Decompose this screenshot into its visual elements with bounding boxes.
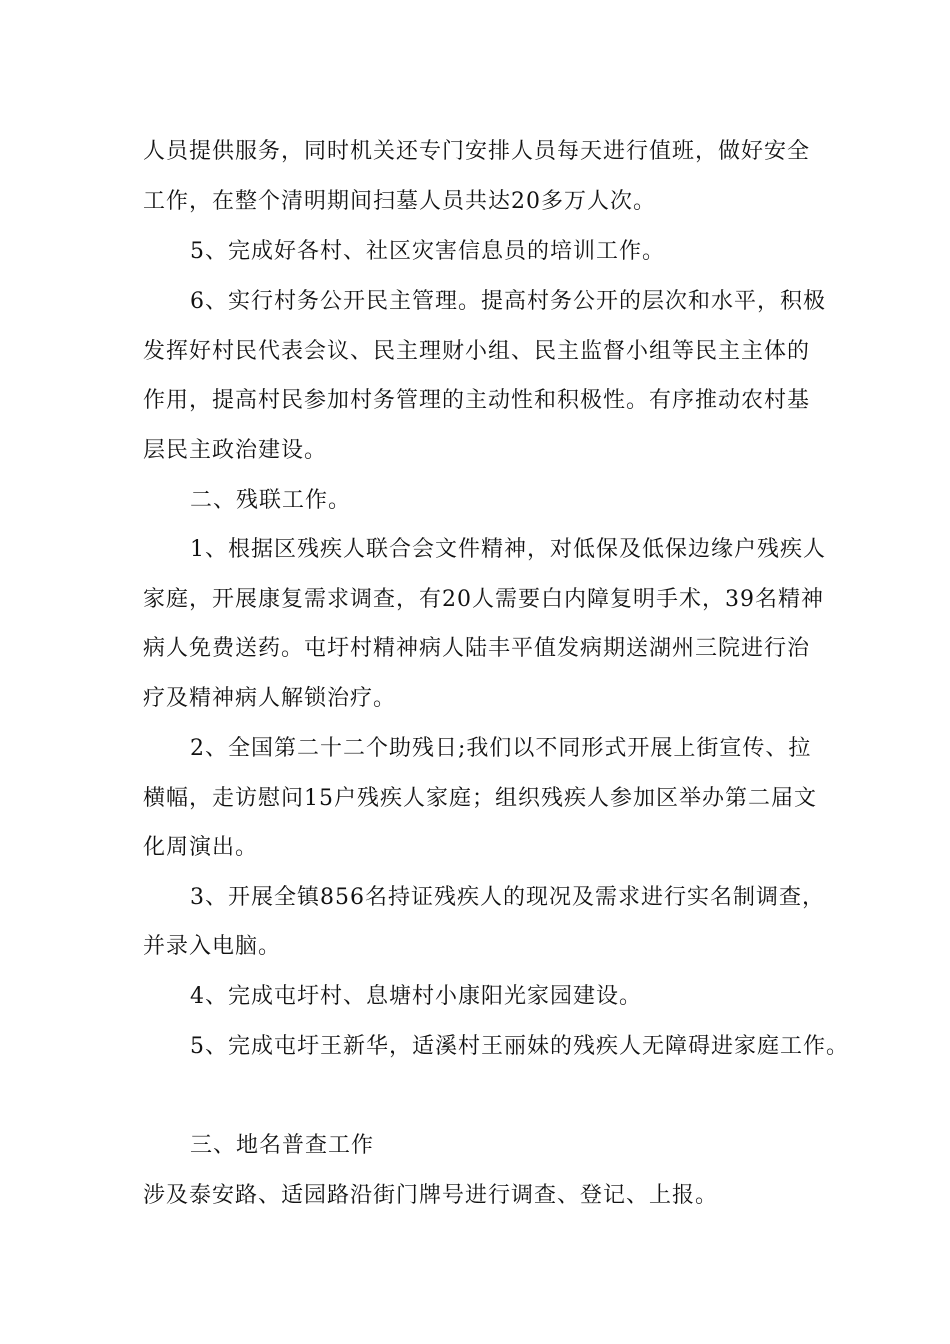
text-line: 3、开展全镇856名持证残疾人的现况及需求进行实名制调查，: [190, 885, 825, 910]
text-line: 并录入电脑。: [143, 934, 282, 959]
text-line: 2、全国第二十二个助残日;我们以不同形式开展上街宣传、拉: [190, 736, 812, 761]
section-heading: 二、残联工作。: [190, 488, 352, 513]
section-heading: 三、地名普查工作: [190, 1133, 375, 1158]
text-line: 层民主政治建设。: [143, 438, 328, 463]
text-line: 发挥好村民代表会议、民主理财小组、民主监督小组等民主主体的: [143, 339, 811, 364]
text-line: 疗及精神病人解锁治疗。: [143, 686, 397, 711]
text-line: 家庭，开展康复需求调查，有20人需要白内障复明手术，39名精神: [143, 587, 824, 612]
text-line: 5、完成好各村、社区灾害信息员的培训工作。: [190, 239, 665, 264]
text-line: 6、实行村务公开民主管理。提高村务公开的层次和水平，积极: [190, 289, 826, 314]
text-line: 人员提供服务，同时机关还专门安排人员每天进行值班，做好安全: [143, 139, 811, 164]
text-line: 涉及泰安路、适园路沿街门牌号进行调查、登记、上报。: [143, 1183, 719, 1208]
text-line: 工作，在整个清明期间扫墓人员共达20多万人次。: [143, 189, 656, 214]
text-line: 作用，提高村民参加村务管理的主动性和积极性。有序推动农村基: [143, 388, 811, 413]
text-line: 1、根据区残疾人联合会文件精神，对低保及低保边缘户残疾人: [190, 537, 826, 562]
text-line: 5、完成屯圩王新华，适溪村王丽妹的残疾人无障碍进家庭工作。: [190, 1034, 849, 1059]
text-line: 化周演出。: [143, 835, 259, 860]
text-line: 横幅，走访慰问15户残疾人家庭；组织残疾人参加区举办第二届文: [143, 786, 817, 811]
text-line: 病人免费送药。屯圩村精神病人陆丰平值发病期送湖州三院进行治: [143, 636, 811, 661]
text-line: 4、完成屯圩村、息塘村小康阳光家园建设。: [190, 984, 642, 1009]
